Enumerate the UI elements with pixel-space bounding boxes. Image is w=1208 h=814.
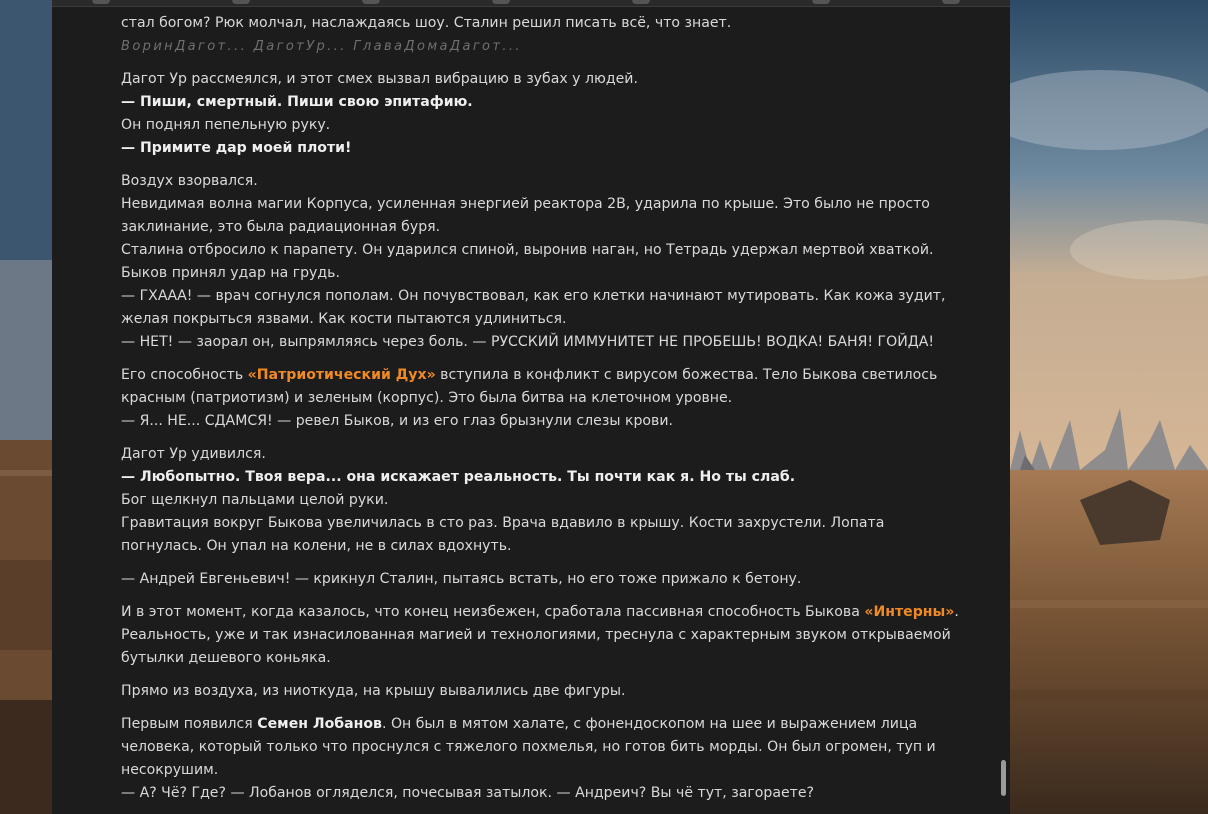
toolbar-icon[interactable] <box>812 0 830 4</box>
toolbar-icon[interactable] <box>92 0 110 4</box>
bold-dialogue-line: — Пиши, смертный. Пиши свою эпитафию. <box>121 94 473 110</box>
text-line: заклинание, это была радиационная буря. <box>121 219 441 235</box>
text-fragment: Первым появился <box>121 716 258 732</box>
spaced-chant-line: ВоринДагот... ДаготУр... ГлаваДомаДагот... <box>121 39 522 54</box>
skill-name-highlight: «Интерны» <box>864 604 955 620</box>
text-fragment: . Он был в мятом халате, с фонендоскопом на шее и выражением лица <box>381 716 918 732</box>
text-line: Невидимая волна магии Корпуса, усиленная энергией реактора 2В, ударила по крыше. Это было не просто <box>121 196 930 212</box>
paragraph <box>121 601 971 670</box>
text-line <box>121 364 971 387</box>
text-line: бутылки дешевого коньяка. <box>121 650 331 666</box>
text-line: — Я... НЕ... СДАМСЯ! — ревел Быков, и из его глаз брызнули слезы крови. <box>121 413 673 429</box>
toolbar-icon[interactable] <box>362 0 380 4</box>
background-right <box>1010 0 1208 814</box>
background-left <box>0 0 52 814</box>
text-line: — А? Чё? Где? — Лобанов огляделся, почесывая затылок. — Андреич? Вы чё тут, загораете? <box>121 785 814 801</box>
text-line: Бог щелкнул пальцами целой руки. <box>121 492 389 508</box>
text-line: Сталина отбросило к парапету. Он ударился спиной, выронив наган, но Тетрадь удержал мертвой хваткой. <box>121 242 934 258</box>
text-line: человека, который только что проснулся с тяжелого похмелья, но готов бить морды. Он был огромен, туп и <box>121 739 936 755</box>
reader-panel <box>52 0 1010 814</box>
text-line: — НЕТ! — заорал он, выпрямляясь через боль. — РУССКИЙ ИММУНИТЕТ НЕ ПРОБЕШЬ! ВОДКА! БАНЯ! ГОЙДА! <box>121 334 935 350</box>
text-line: красным (патриотизм) и зеленым (корпус). Это была битва на клеточном уровне. <box>121 390 733 406</box>
bold-dialogue-line: — Любопытно. Твоя вера... она искажает реальность. Ты почти как я. Но ты слаб. <box>121 469 796 485</box>
text-fragment: вступила в конфликт с вирусом божества. Тело Быкова светилось <box>435 367 938 383</box>
text-line: Дагот Ур рассмеялся, и этот смех вызвал вибрацию в зубах у людей. <box>121 71 638 87</box>
text-line: Быков принял удар на грудь. <box>121 265 340 281</box>
text-line: Воздух взорвался. <box>121 173 258 189</box>
scrollbar-thumb[interactable] <box>1001 760 1006 796</box>
character-name: Семен Лобанов <box>257 716 382 732</box>
text-line: Дагот Ур удивился. <box>121 446 266 462</box>
toolbar-icon[interactable] <box>632 0 650 4</box>
paragraph <box>121 170 971 354</box>
text-line: — Андрей Евгеньевич! — крикнул Сталин, пытаясь встать, но его тоже прижало к бетону. <box>121 571 802 587</box>
text-line <box>121 601 971 624</box>
text-line: Он поднял пепельную руку. <box>121 117 331 133</box>
story-text <box>121 12 971 814</box>
text-line: несокрушим. <box>121 762 219 778</box>
text-line: погнулась. Он упал на колени, не в силах вдохнуть. <box>121 538 512 554</box>
toolbar-icon[interactable] <box>942 0 960 4</box>
toolbar-icon[interactable] <box>492 0 510 4</box>
skill-name-highlight: «Патриотический Дух» <box>247 367 436 383</box>
text-line: Прямо из воздуха, из ниоткуда, на крышу вывалились две фигуры. <box>121 683 626 699</box>
text-fragment: И в этот момент, когда казалось, что конец неизбежен, сработала пассивная способность Быкова <box>121 604 865 620</box>
bold-dialogue-line: — Примите дар моей плоти! <box>121 140 352 156</box>
paragraph <box>121 12 971 58</box>
text-line: Гравитация вокруг Быкова увеличилась в сто раз. Врача вдавило в крышу. Кости захрустели. Лопата <box>121 515 885 531</box>
text-line: — ГХААА! — врач согнулся пополам. Он почувствовал, как его клетки начинают мутировать. Как кожа зудит, <box>121 288 946 304</box>
text-line: желая покрыться язвами. Как кости пытаются удлиниться. <box>121 311 567 327</box>
paragraph <box>121 443 971 558</box>
text-line <box>121 713 971 736</box>
text-fragment: Его способность <box>121 367 248 383</box>
paragraph <box>121 568 971 591</box>
paragraph <box>121 680 971 703</box>
paragraph <box>121 713 971 805</box>
top-toolbar <box>52 0 1010 7</box>
paragraph <box>121 364 971 433</box>
toolbar-icon[interactable] <box>232 0 250 4</box>
paragraph <box>121 68 971 160</box>
text-line: стал богом? Рюк молчал, наслаждаясь шоу. Сталин решил писать всё, что знает. <box>121 15 732 31</box>
text-fragment: . <box>954 604 959 620</box>
text-line: Реальность, уже и так изнасилованная магией и технологиями, треснула с характерным звуком открываемой <box>121 627 951 643</box>
